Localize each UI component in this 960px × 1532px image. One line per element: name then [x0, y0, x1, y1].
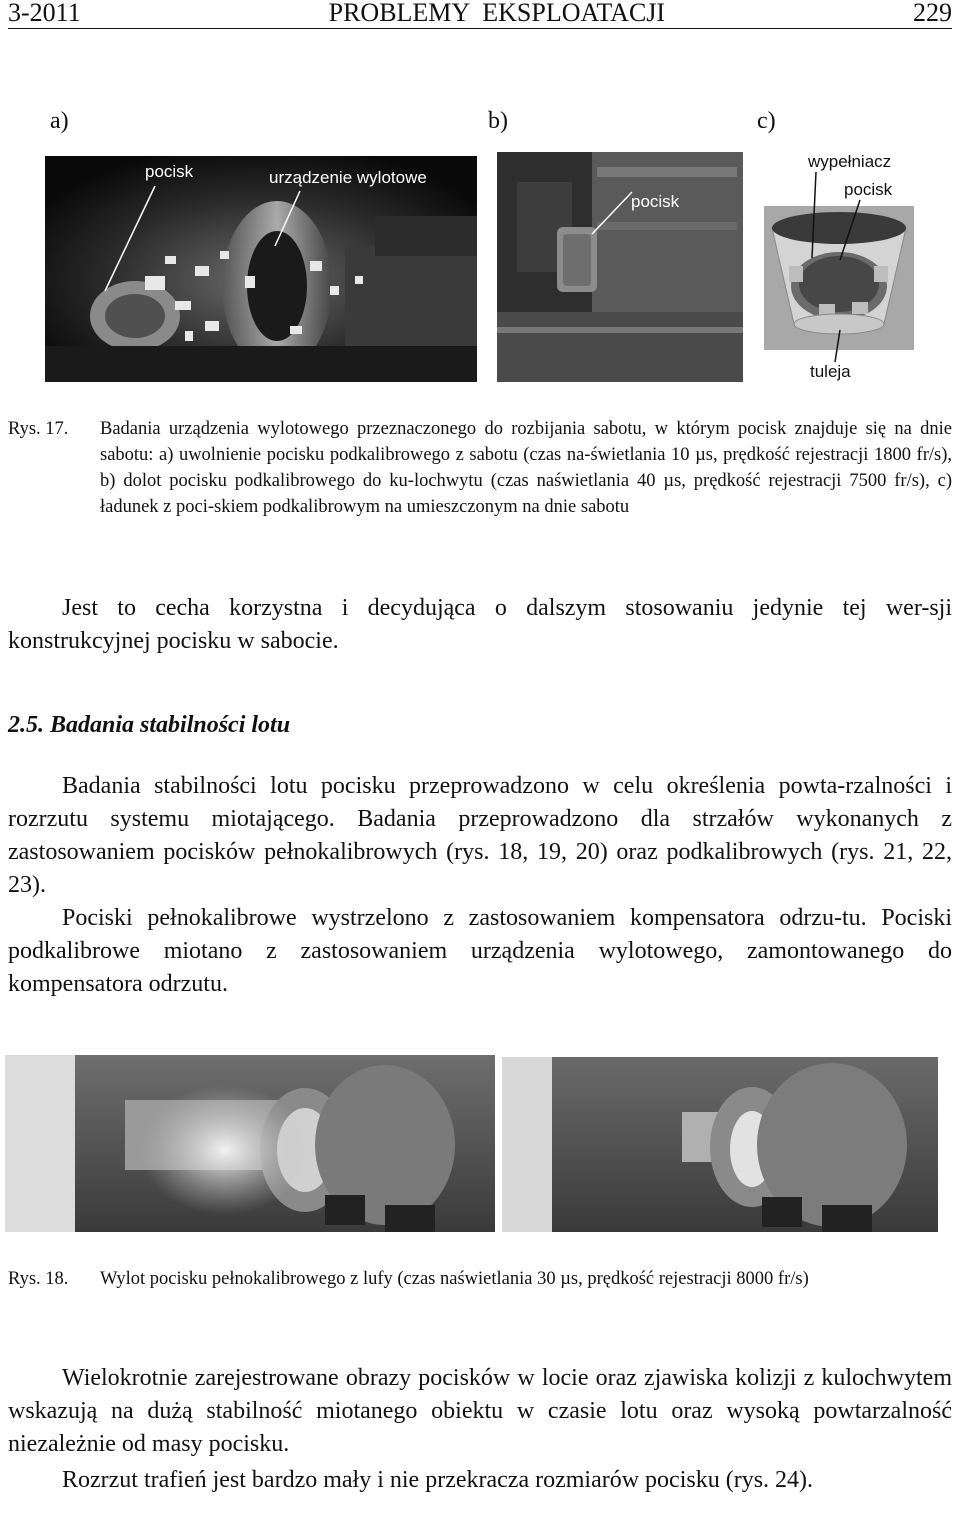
figure18-caption [0, 1266, 960, 1322]
section-heading [8, 712, 290, 739]
photo-b-image [497, 152, 743, 382]
figure17-caption-text: Badania urządzenia wylotowego przeznaczonego do rozbijania sabotu, w którym pocisk znajduje się na dnie sabotu: a) uwolnienie pocisku podkalibrowego z sabotu (czas na-świetlania 10 µs, prędkość rejestracji 1800 fr/s), b) dolot pocisku podkalibrowego do ku-lochwytu (czas naświetlania 40 µs, prędkość rejestracji 7500 fr/s), c) ładunek z poci-skiem podkalibrowym na umieszczonym na dnie sabotu [100, 419, 952, 517]
photo-18-left-image [5, 1055, 495, 1232]
figure17-caption-number: Rys. 17. [8, 419, 69, 439]
annot-sleeve: tuleja [810, 362, 851, 381]
figure18-caption-text: Wylot pocisku pełnokalibrowego z lufy (czas naświetlania 30 µs, prędkość rejestracji 8000 fr/s) [100, 1269, 809, 1289]
section-number: 2.5. [8, 712, 44, 738]
annot-projectile-b: pocisk [631, 192, 680, 211]
figure17-caption [0, 416, 960, 556]
photo-18-right-image [502, 1057, 938, 1232]
figure17-photo-a [45, 156, 477, 382]
paragraph-2: Badania stabilności lotu pocisku przeprowadzono w celu określenia powta-rzalności i rozrzutu systemu miotającego. Badania przeprowadzono dla strzałów wykonanych z zastosowaniem pocisków pełnokalibrowych (rys. 18, 19, 20) oraz podkalibrowych (rys. 21, 22, 23). [8, 773, 952, 898]
figure17-photo-b [497, 152, 743, 382]
paragraph-5: Rozrzut trafień jest bardzo mały i nie przekracza rozmiarów pocisku (rys. 24). [62, 1467, 814, 1493]
figure17-label-b: b) [488, 108, 508, 134]
annot-muzzle-device: urządzenie wylotowe [269, 168, 427, 187]
figure17-label-a: a) [50, 108, 69, 134]
page-number: 229 [913, 0, 952, 27]
running-header [8, 0, 952, 29]
section-title: Badania stabilności lotu [50, 712, 291, 738]
figure18-caption-number: Rys. 18. [8, 1269, 69, 1289]
photo-c-leader-lines [760, 150, 930, 382]
figure17-photo-c [760, 150, 930, 382]
figure18-photo-right [502, 1057, 938, 1232]
annot-filler: wypełniacz [808, 152, 892, 171]
paragraph-4: Wielokrotnie zarejestrowane obrazy pocisków w locie oraz zjawiska kolizji z kulochwytem wskazują na dużą stabilność miotanego obiektu w czasie lotu oraz wysoką powtarzalność niezależnie od masy pocisku. [8, 1365, 952, 1457]
figure18-photo-left [5, 1055, 495, 1232]
journal-title: PROBLEMY EKSPLOATACJI [328, 0, 666, 27]
photo-a-image [45, 156, 477, 382]
annot-projectile-a: pocisk [145, 162, 194, 181]
paragraph-3: Pociski pełnokalibrowe wystrzelono z zastosowaniem kompensatora odrzu-tu. Pociski podkalibrowe miotano z zastosowaniem urządzenia wylotowego, zamontowanego do kompensatora odrzutu. [8, 905, 952, 997]
issue-number: 3-2011 [8, 0, 81, 27]
figure17-label-c: c) [757, 108, 776, 134]
paragraph-1: Jest to cecha korzystna i decydująca o dalszym stosowaniu jedynie tej wer-sji konstrukcyjnej pocisku w sabocie. [8, 595, 952, 654]
annot-projectile-c: pocisk [844, 180, 893, 199]
